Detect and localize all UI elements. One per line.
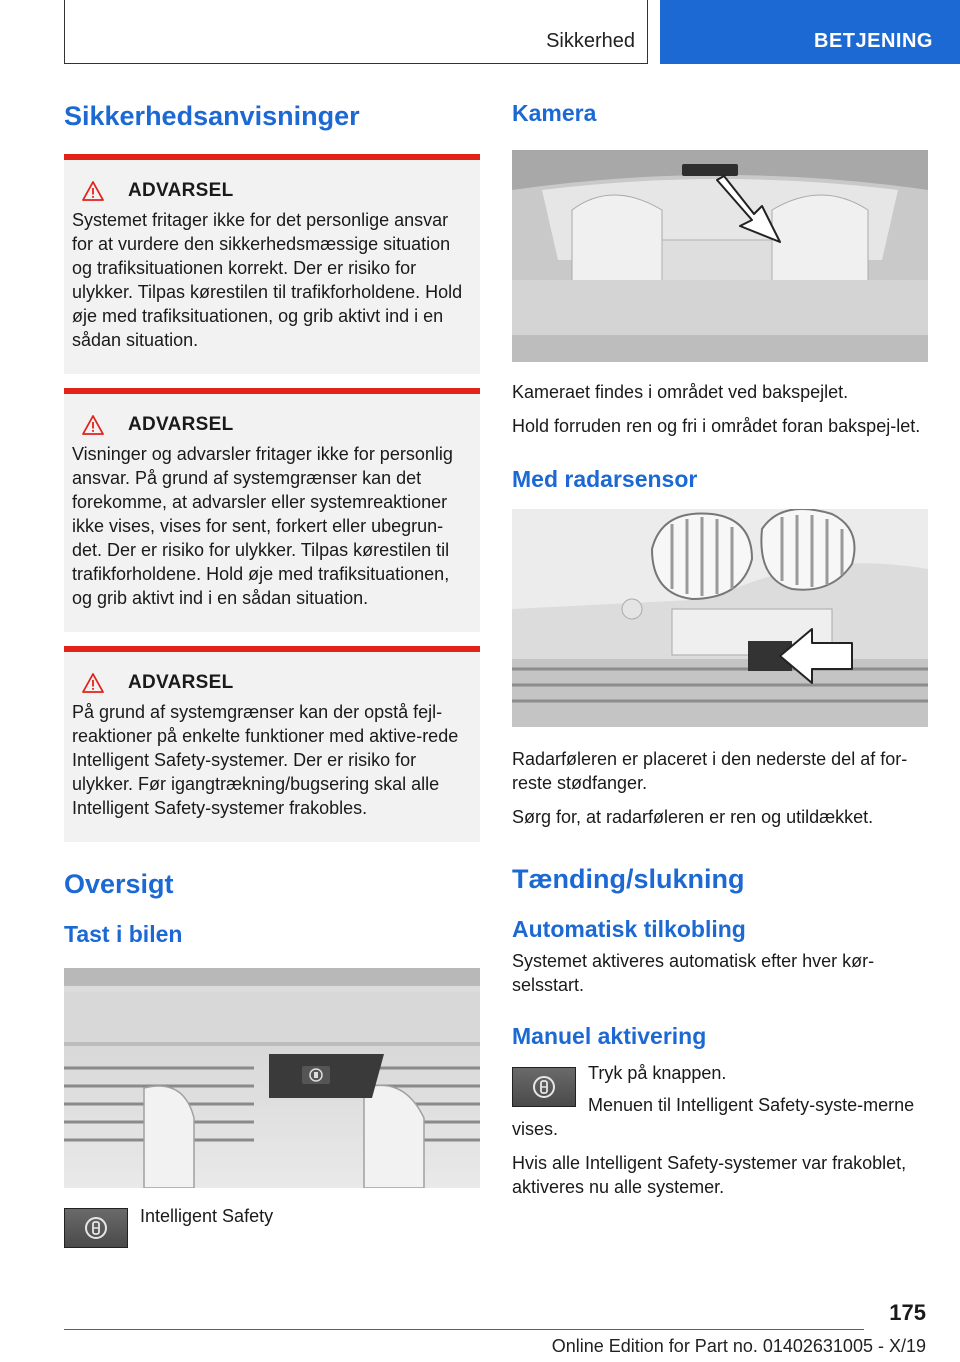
intelligent-safety-button[interactable] [64, 1208, 128, 1248]
header-section-label: Sikkerhed [546, 30, 635, 52]
footer-edition: Online Edition for Part no. 01402631005 - X/19 [551, 1336, 926, 1356]
camera-text-2: Hold forruden ren og fri i området foran bakspej-let. [512, 415, 921, 436]
front-bumper-illustration [512, 509, 928, 727]
warning-box-3 [64, 646, 480, 842]
auto-text: Systemet aktiveres automatisk efter hver kør-selsstart. [512, 951, 875, 996]
warning-triangle-icon [82, 673, 104, 693]
manual-step-2: Menuen til Intelligent Safety-syste-merne vises. [512, 1094, 915, 1139]
radar-heading: Med radarsensor [512, 465, 698, 492]
page-title: Sikkerhedsanvisninger [64, 101, 360, 131]
key-legend-row [64, 1208, 480, 1248]
right-column [512, 100, 928, 1199]
warning-title: ADVARSEL [128, 414, 234, 436]
button-photo [64, 968, 480, 1188]
warning-text: Visninger og advarsler fritager ikke for personlig ansvar. På grund af systemgrænser kan det forekomme, at advarsler eller systemreaktioner ikke vises, vises for sent, forkert eller ubegrun-det. Der er risiko for ulykker. Tilpas kørestilen til trafikforholdene. Hold øje med trafiksituationen, og grib aktivt ind i en sådan situation. [72, 444, 453, 609]
button-heading: Tast i bilen [64, 920, 183, 947]
intelligent-safety-icon [530, 1073, 558, 1101]
header-chapter-tab: BETJENING [660, 0, 960, 64]
manual-heading: Manuel aktivering [512, 1023, 707, 1050]
overview-heading: Oversigt [64, 869, 174, 900]
warning-triangle-icon [82, 415, 104, 435]
warning-text: Systemet fritager ikke for det personlige ansvar for at vurdere den sikkerhedsmæssige situation og trafiksituationen korrekt. Der er risiko for ulykker. Tilpas kørestilen til trafikforholdene. Hold øje med trafiksituationen, og grib aktivt ind i en sådan situation. [72, 210, 463, 351]
car-interior-illustration [512, 150, 928, 362]
manual-text: Hvis alle Intelligent Safety-systemer var frakoblet, aktiveres nu alle systemer. [512, 1152, 907, 1197]
onoff-heading: Tænding/slukning [512, 864, 745, 895]
camera-photo [512, 150, 928, 362]
key-label: Intelligent Safety [140, 1206, 274, 1227]
warning-box-2 [64, 388, 480, 632]
header-section-box [64, 0, 648, 64]
intelligent-safety-icon [82, 1214, 110, 1242]
radar-photo [512, 509, 928, 727]
intelligent-safety-button[interactable] [512, 1067, 576, 1107]
auto-heading: Automatisk tilkobling [512, 915, 746, 942]
manual-step-1: Tryk på knappen. [588, 1062, 727, 1083]
radar-text-1: Radarføleren er placeret i den nederste del af for-reste stødfanger. [512, 749, 908, 794]
warning-box-1 [64, 154, 480, 374]
radar-text-2: Sørg for, at radarføleren er ren og utildækket. [512, 807, 874, 828]
camera-heading: Kamera [512, 100, 597, 126]
page-number: 175 [889, 1300, 926, 1325]
warning-title: ADVARSEL [128, 180, 234, 202]
manual-step-block [512, 1061, 928, 1141]
footer-divider [64, 1329, 864, 1330]
camera-text-1: Kameraet findes i området ved bakspejlet. [512, 381, 849, 402]
left-column [64, 100, 480, 1248]
dashboard-vents-illustration [64, 968, 480, 1188]
warning-title: ADVARSEL [128, 672, 234, 694]
warning-triangle-icon [82, 181, 104, 201]
warning-text: På grund af systemgrænser kan der opstå fejl-reaktioner på enkelte funktioner med aktive-rede Intelligent Safety-systemer. Der er risiko for ulykker. Før igangtrækning/bugsering skal alle Intelligent Safety-systemer frakobles. [72, 702, 459, 819]
